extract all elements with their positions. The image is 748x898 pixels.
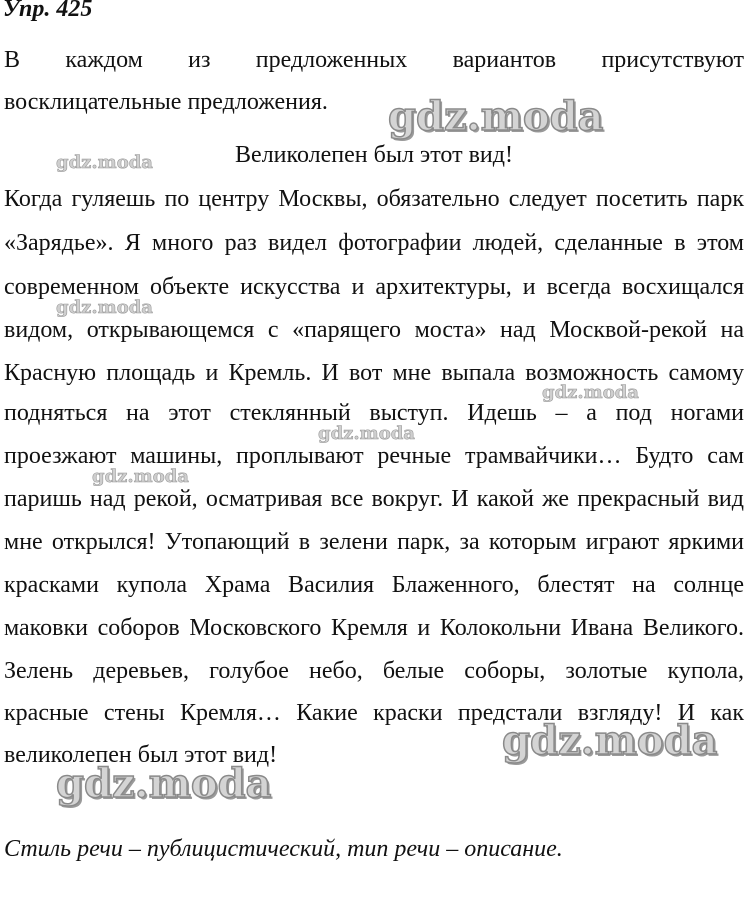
body-line-12: Зелень деревьев, голубое небо, белые соборы, золотые купола,	[4, 658, 744, 684]
watermark-logo: gdz.moda	[502, 717, 718, 764]
watermark-logo: gdz.moda	[388, 93, 604, 140]
body-line-1: Когда гуляешь по центру Москвы, обязательно следует посетить парк	[4, 186, 744, 212]
watermark-logo: gdz.moda	[92, 466, 189, 487]
watermark-logo: gdz.moda	[56, 152, 153, 173]
style-conclusion: Стиль речи – публицистический, тип речи – описание.	[4, 836, 563, 862]
watermark-logo: gdz.moda	[318, 423, 415, 444]
intro-line-1: В каждом из предложенных вариантов присутствуют	[4, 47, 744, 73]
body-line-7: проезжают машины, проплывают речные трамвайчики… Будто сам	[4, 443, 744, 469]
body-line-9: мне открылся! Утопающий в зелени парк, за которым играют яркими	[4, 529, 744, 555]
body-line-3: современном объекте искусства и архитектуры, и всегда восхищался	[4, 274, 744, 300]
body-line-8: паришь над рекой, осматривая все вокруг. И какой же прекрасный вид	[4, 486, 744, 512]
body-line-6: подняться на этот стеклянный выступ. Идешь – а под ногами	[4, 400, 744, 426]
watermark-logo: gdz.moda	[542, 382, 639, 403]
body-line-13: красные стены Кремля… Какие краски предстали взгляду! И как	[4, 700, 744, 726]
intro-line-2: восклицательные предложения.	[4, 89, 328, 115]
text-heading: Великолепен был этот вид!	[235, 142, 513, 168]
watermark-logo: gdz.moda	[56, 760, 272, 807]
body-line-14: великолепен был этот вид!	[4, 742, 278, 768]
body-line-11: маковки соборов Московского Кремля и Колокольни Ивана Великого.	[4, 615, 744, 641]
body-line-2: «Зарядье». Я много раз видел фотографии людей, сделанные в этом	[4, 230, 744, 256]
body-line-5: Красную площадь и Кремль. И вот мне выпала возможность самому	[4, 360, 744, 386]
body-line-4: видом, открывающемся с «парящего моста» над Москвой-рекой на	[4, 317, 744, 343]
watermark-logo: gdz.moda	[56, 297, 153, 318]
body-line-10: красками купола Храма Василия Блаженного, блестят на солнце	[4, 572, 744, 598]
exercise-title: Упр. 425	[3, 0, 93, 22]
